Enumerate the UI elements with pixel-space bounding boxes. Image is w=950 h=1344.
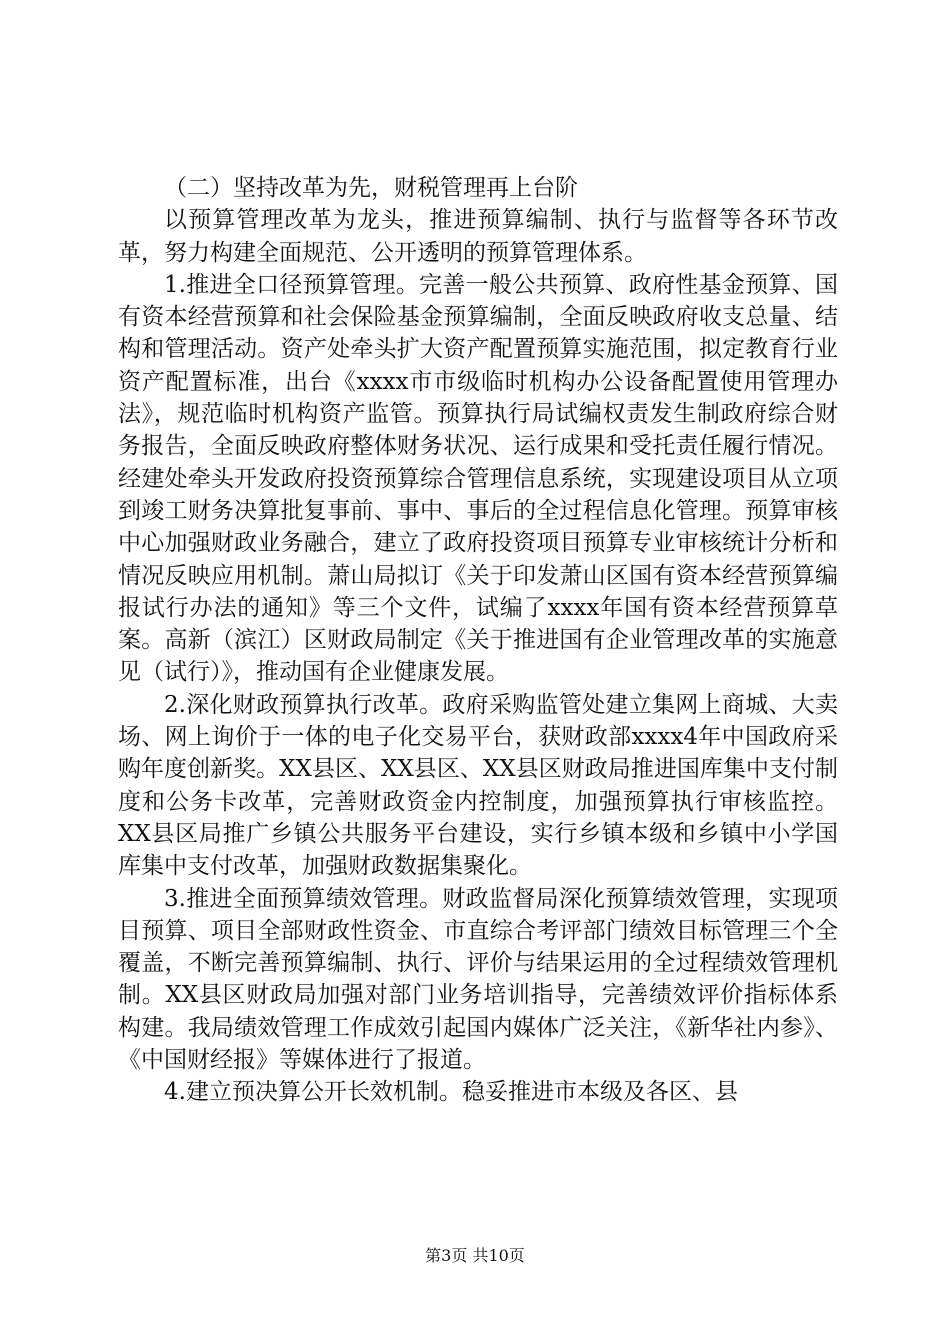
section-heading: （二）坚持改革为先，财税管理再上台阶	[164, 175, 578, 201]
document-body	[118, 172, 838, 1109]
paragraph-item-4: 4.建立预决算公开长效机制。稳妥推进市本级及各区、县	[164, 1079, 738, 1106]
paragraph-item-2: 2.深化财政预算执行改革。政府采购监管处建立集网上商城、大卖场、网上询价于一体的电子化交易平台，获财政部xxxx4年中国政府采购年度创新奖。XX县区、XX县区、XX县区财政局推进国库集中支付制度和公务卡改革，完善财政资金内控制度，加强预算执行审核监控。XX县区局推广乡镇公共服务平台建设，实行乡镇本级和乡镇中小学国库集中支付改革，加强财政数据集聚化。	[118, 691, 838, 880]
paragraph-intro: 以预算管理改革为龙头，推进预算编制、执行与监督等各环节改革，努力构建全面规范、公开透明的预算管理体系。	[118, 207, 838, 266]
paragraph-item-3: 3.推进全面预算绩效管理。财政监督局深化预算绩效管理，实现项目预算、项目全部财政性资金、市直综合考评部门绩效目标管理三个全覆盖，不断完善预算编制、执行、评价与结果运用的全过程绩效管理机制。XX县区财政局加强对部门业务培训指导，完善绩效评价指标体系构建。我局绩效管理工作成效引起国内媒体广泛关注，《新华社内参》、《中国财经报》等媒体进行了报道。	[118, 885, 838, 1074]
paragraph-item-1: 1.推进全口径预算管理。完善一般公共预算、政府性基金预算、国有资本经营预算和社会保险基金预算编制，全面反映政府收支总量、结构和管理活动。资产处牵头扩大资产配置预算实施范围，拟定教育行业资产配置标准，出台《xxxx市市级临时机构办公设备配置使用管理办法》，规范临时机构资产监管。预算执行局试编权责发生制政府综合财务报告，全面反映政府整体财务状况、运行成果和受托责任履行情况。经建处牵头开发政府投资预算综合管理信息系统，实现建设项目从立项到竣工财务决算批复事前、事中、事后的全过程信息化管理。预算审核中心加强财政业务融合，建立了政府投资项目预算专业审核统计分析和情况反映应用机制。萧山局拟订《关于印发萧山区国有资本经营预算编报试行办法的通知》等三个文件，试编了xxxx年国有资本经营预算草案。高新（滨江）区财政局制定《关于推进国有企业管理改革的实施意见（试行）》，推动国有企业健康发展。	[118, 271, 838, 686]
page-number-footer: 第3页 共10页	[425, 1246, 525, 1265]
